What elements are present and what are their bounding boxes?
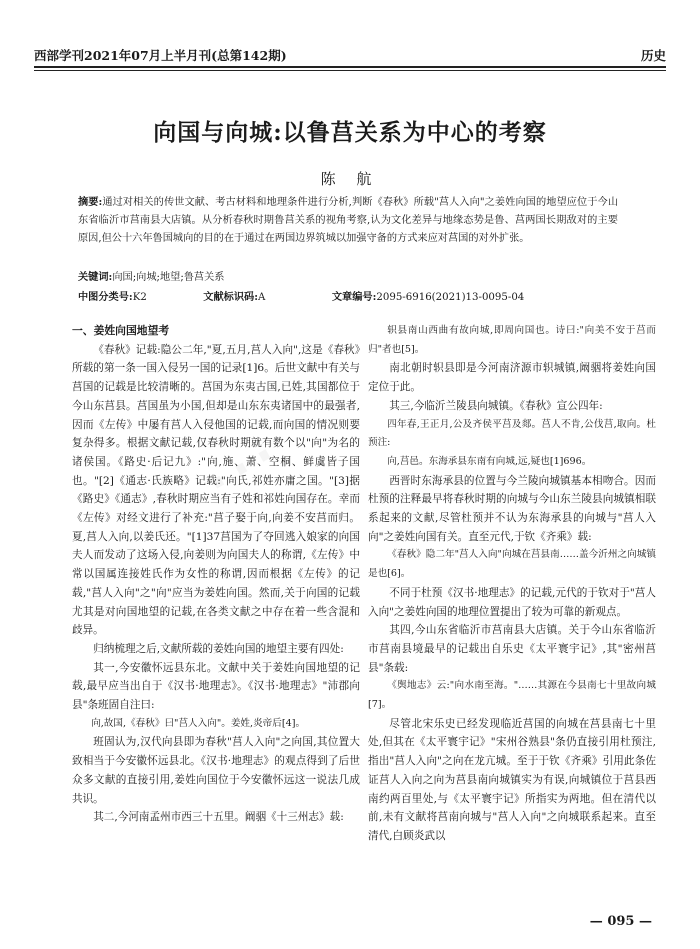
classification-line xyxy=(78,288,638,303)
paragraph: 班固认为,汉代向县即为春秋"莒人入向"之向国,其位置大致相当于今安徽怀远县北。《汉书·地理志》的观点得到了后世众多文献的直接引用,姜姓向国位于今安徽怀远这一说法几成共识。 xyxy=(72,736,360,805)
doc-code-label: 文献标识码: xyxy=(203,291,258,303)
paragraph: 归纳梳理之后,文献所载的姜姓向国的地望主要有四处: xyxy=(93,642,344,655)
page-number: — 095 — xyxy=(589,914,652,929)
journal-issue: 西部学刊2021年07月上半月刊(总第142期) xyxy=(34,48,287,63)
paper-title: 向国与向城:以鲁莒关系为中心的考察 xyxy=(153,119,547,146)
paragraph: 南北朝时轵县即是今河南济源市轵城镇,阚骃将姜姓向国定位于此。 xyxy=(368,362,656,394)
section-heading: 一、姜姓向国地望考 xyxy=(72,324,170,337)
paragraph: 《春秋》记载:隐公二年,"夏,五月,莒人入向",这是《春秋》所载的第一条一国入侵另一国的记录[1]6。后世文献中有关与莒国的记载是比较清晰的。莒国为东夷古国,已姓,其国都位于今山东莒县。莒国虽为小国,但却是山东东夷诸国中的最强者,因而《左传》中屡有莒人入侵他国的记载,而向国的情况则要复杂得多。根据文献记载,仅春秋时期就有数个以"向"为名的诸侯国。《路史·后记九》:"向,施、萧、空桐、鲜虞皆子国也。"[2]《通志·氏族略》记载:"向氏,祁姓亦庸之国。"[3]据《路史》《通志》,春秋时期应当有子姓和祁姓向国存在。幸而《左传》对经文进行了补充:"莒子娶于向,向姜不安莒而归。夏,莒人入向,以姜氏还。"[1]37莒国为了夺回逃入娘家的向国夫人而发动了这场入侵,向姜则为向国夫人的称谓,《左传》中常以国属连接姓氏作为女性的称谓,因而根据《左传》的记载,"莒人入向"之"向"应当为姜姓向国。然而,关于向国的记载尤其是对向国地望的记载,在各类文献之中存在着一些含混和歧异。 xyxy=(72,343,360,637)
header-rule-thin xyxy=(34,70,666,71)
left-column xyxy=(72,322,360,827)
abstract-label: 摘要: xyxy=(78,196,103,208)
keywords-label: 关键词: xyxy=(78,271,113,283)
block-quote: 《春秋》隐二年"莒人入向"向城在莒县南……盖今沂州之向城镇是也[6]。 xyxy=(368,549,656,580)
author-name: 陈 航 xyxy=(320,170,380,188)
paragraph: 其三,今临沂兰陵县向城镇。《春秋》宣公四年: xyxy=(389,399,603,412)
article-number-value: 2095-6916(2021)13-0095-04 xyxy=(376,292,525,303)
paragraph: 西晋时东海承县的位置与今兰陵向城镇基本相吻合。因而杜预的注释最早将春秋时期的向城与今山东兰陵县向城镇相联系起来的文献,尽管杜预并不认为东海承县的向城与"莒人入向"之姜姓向国有关。直至元代,于钦《齐乘》载: xyxy=(368,474,656,543)
header-rule xyxy=(34,66,666,68)
paragraph: 其二,今河南孟州市西三十五里。阚骃《十三州志》载: xyxy=(93,811,344,824)
clc-value: K2 xyxy=(132,292,147,303)
paragraph: 不同于杜预《汉书·地理志》的记载,元代的于钦对于"莒人入向"之姜姓向国的地理位置提出了较为可靠的新观点。 xyxy=(368,586,656,618)
block-quote: 《舆地志》云:"向水南至海。"……其源在今县南七十里故向城[7]。 xyxy=(368,680,656,711)
block-quote: 轵县南山西曲有故向城,即周向国也。诗曰:"向美不安于莒而归"者也[5]。 xyxy=(368,325,656,355)
block-quote: 向,莒邑。东海承县东南有向城,远,疑也[1]696。 xyxy=(387,455,592,467)
abstract xyxy=(78,193,618,248)
paragraph: 尽管北宋乐史已经发现临近莒国的向城在莒县南七十里处,但其在《太平寰宇记》"宋州谷熟县"条仍直接引用杜预注,指出"莒人入向"之向在龙亢城。至于于钦《齐乘》引用此条佐证莒人入向之向为莒县南向城镇实为有误,向城镇位于莒县西南约两百里处,与《太平寰宇记》所指实为两地。但在清代以前,未有文献将莒南向城与"莒人入向"之向城联系起来。直至清代,白顾炎武以 xyxy=(368,717,656,842)
article-number-label: 文章编号: xyxy=(331,291,377,303)
block-quote: 向,故国,《春秋》曰"莒人入向"。姜姓,炎帝后[4]。 xyxy=(91,717,306,729)
block-quote: 四年春,王正月,公及齐侯平莒及郯。莒人不肯,公伐莒,取向。杜预注: xyxy=(368,418,656,449)
running-header xyxy=(34,44,666,66)
right-column xyxy=(368,322,656,846)
keywords-text: 向国;向城;地望;鲁莒关系 xyxy=(112,272,225,283)
paragraph: 其四,今山东省临沂市莒南县大店镇。关于今山东省临沂市莒南县境最早的记载出自乐史《太平寰宇记》,其"密州莒县"条载: xyxy=(368,624,656,674)
paragraph: 其一,今安徽怀远县东北。文献中关于姜姓向国地望的记载,最早应当出自于《汉书·地理志》。《汉书·地理志》"沛郡向县"条班固自注曰: xyxy=(72,661,360,712)
doc-code-value: A xyxy=(258,292,266,303)
abstract-text: 通过对相关的传世文献、考古材料和地理条件进行分析,判断《春秋》所载"莒人入向"之姜姓向国的地望应位于今山东省临沂市莒南县大店镇。从分析春秋时期鲁莒关系的视角考察,认为文化差异与地缘态势是鲁、莒两国长期敌对的主要原因,但公十六年鲁国城向的目的在于通过在两国边界筑城以加强守备的方式来应对莒国的对外扩张。 xyxy=(78,197,619,244)
keywords xyxy=(78,268,638,283)
clc-label: 中图分类号: xyxy=(78,291,133,303)
section-label: 历史 xyxy=(640,48,666,63)
